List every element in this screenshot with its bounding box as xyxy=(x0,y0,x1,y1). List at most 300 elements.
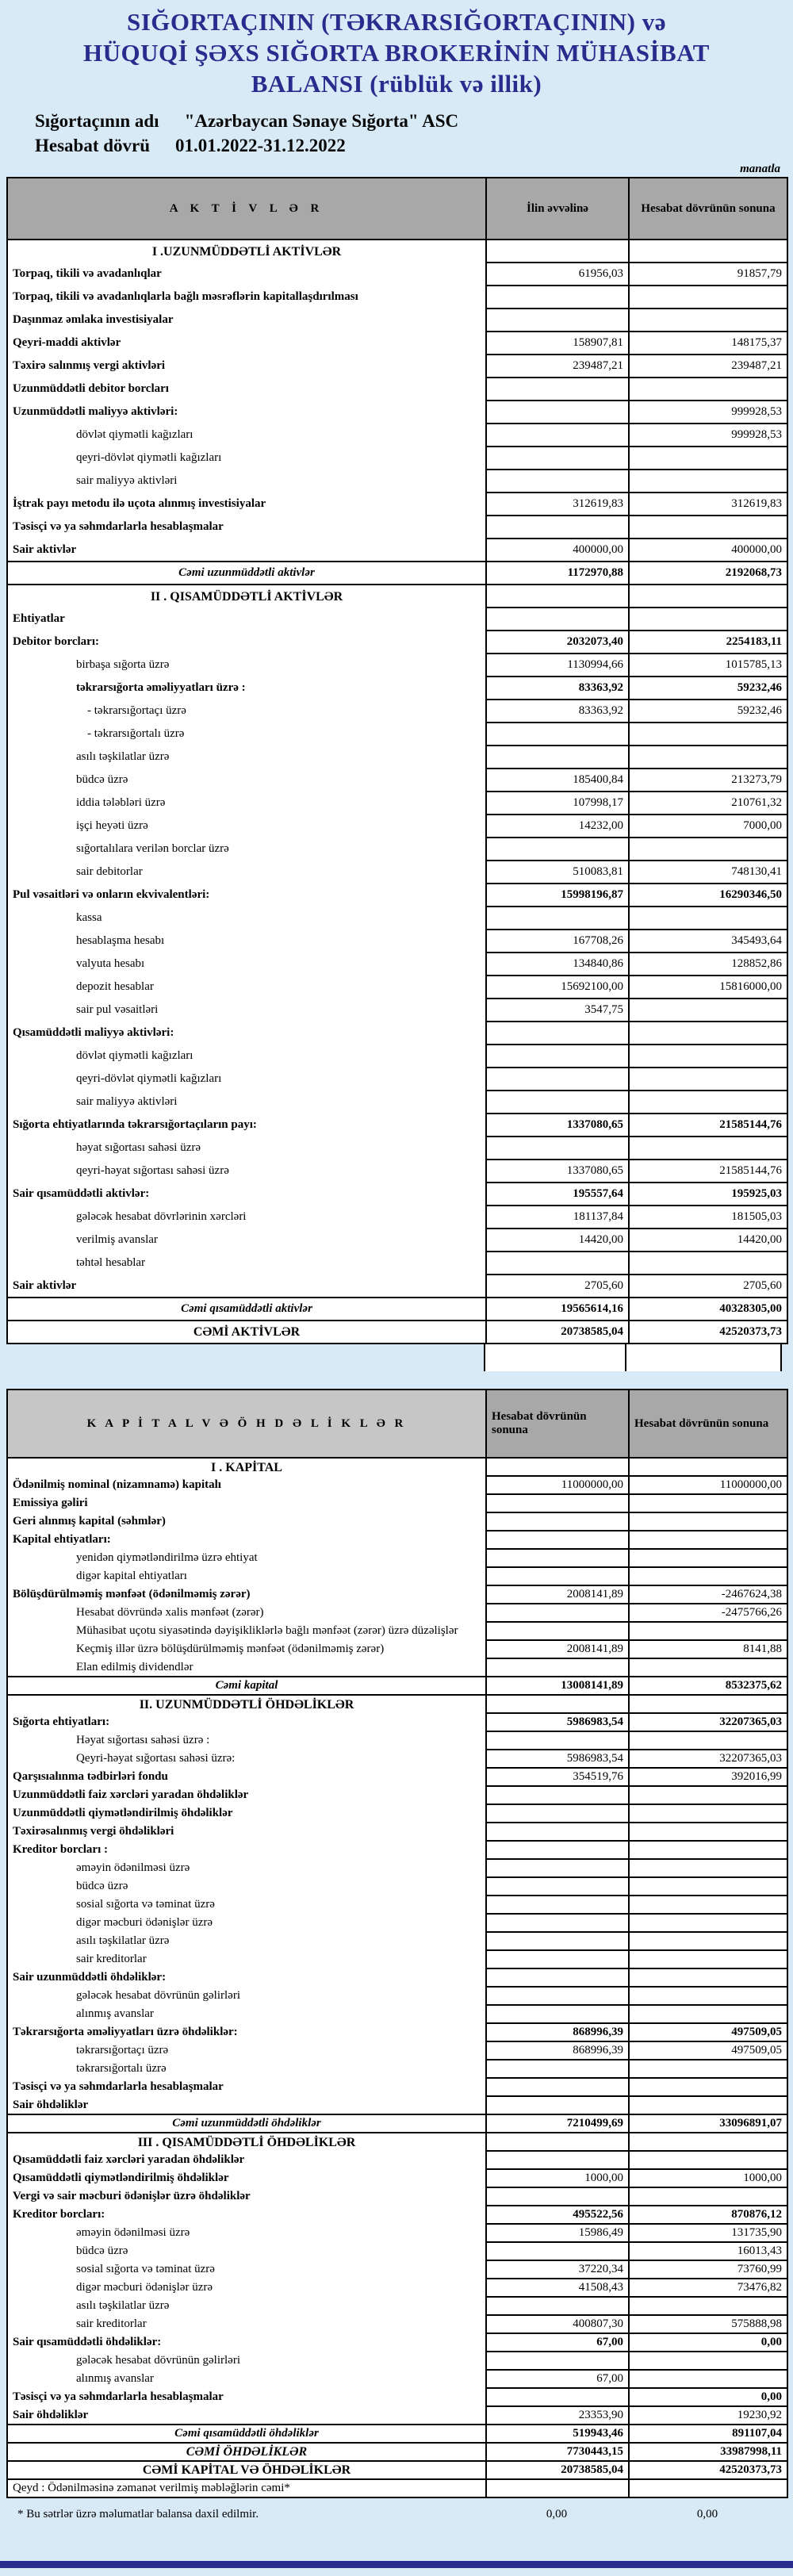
row-label: Həyat sığortası sahəsi üzrə : xyxy=(7,1731,486,1750)
spacer-box-start xyxy=(484,1344,626,1371)
value-year-start xyxy=(486,1068,629,1091)
table-row xyxy=(7,1022,787,1045)
value-year-start xyxy=(486,2060,629,2078)
table-row xyxy=(7,424,787,447)
value-period-end xyxy=(629,516,787,539)
value-year-start: 312619,83 xyxy=(486,493,629,516)
value-period-end: 0,00 xyxy=(629,2333,787,2352)
value-year-start xyxy=(486,1786,629,1804)
row-label: II. UZUNMÜDDƏTLİ ÖHDƏLİKLƏR xyxy=(7,1695,486,1713)
row-label: digər məcburi ödənişlər üzrə xyxy=(7,1914,486,1932)
value-year-start: 2705,60 xyxy=(486,1275,629,1298)
value-year-start xyxy=(486,1877,629,1896)
row-label: Keçmiş illər üzrə bölüşdürülməmiş mənfəət (ödənilməmiş zərər) xyxy=(7,1640,486,1658)
value-period-end: 131735,90 xyxy=(629,2224,787,2242)
table-row xyxy=(7,1458,787,1476)
value-period-end: 33987998,11 xyxy=(629,2443,787,2461)
value-year-start: 400000,00 xyxy=(486,539,629,562)
row-label: Sığorta ehtiyatlarında təkrarsığortaçıların payı: xyxy=(7,1114,486,1137)
table-row xyxy=(7,447,787,470)
value-period-end xyxy=(629,1859,787,1877)
value-period-end: 21585144,76 xyxy=(629,1114,787,1137)
table-row xyxy=(7,332,787,355)
row-label: kassa xyxy=(7,907,486,930)
page-title-line3: BALANSI (rüblük və illik) xyxy=(251,70,542,98)
table-row xyxy=(7,1206,787,1229)
table-row xyxy=(7,2279,787,2297)
row-label: Geri alınmış kapital (səhmlər) xyxy=(7,1512,486,1531)
row-label: Kreditor borcları: xyxy=(7,2206,486,2224)
table-row xyxy=(7,1531,787,1549)
value-year-start: 519943,46 xyxy=(486,2425,629,2443)
row-label: Hesabat dövründə xalis mənfəət (zərər) xyxy=(7,1604,486,1622)
table-row xyxy=(7,1750,787,1768)
value-period-end xyxy=(629,1804,787,1823)
insurer-name-value: "Azərbaycan Sənaye Sığorta" ASC xyxy=(184,111,459,131)
table-row xyxy=(7,1160,787,1183)
value-year-start: 83363,92 xyxy=(486,700,629,723)
row-label: Elan edilmiş dividendlər xyxy=(7,1658,486,1677)
table-row xyxy=(7,838,787,861)
row-label: həyat sığortası sahəsi üzrə xyxy=(7,1137,486,1160)
value-year-start xyxy=(486,1804,629,1823)
row-label: Qısamüddətli faiz xərcləri yaradan öhdəliklər xyxy=(7,2151,486,2169)
value-period-end: 2192068,73 xyxy=(629,562,787,585)
row-label: sair kreditorlar xyxy=(7,2315,486,2333)
row-label: Sair aktivlər xyxy=(7,1275,486,1298)
table-row xyxy=(7,884,787,907)
value-period-end: 16290346,50 xyxy=(629,884,787,907)
row-label: I .UZUNMÜDDƏTLİ AKTİVLƏR xyxy=(7,240,486,263)
value-year-start: 67,00 xyxy=(486,2333,629,2352)
value-year-start xyxy=(486,2388,629,2406)
value-period-end xyxy=(629,723,787,746)
row-label: Təxirə salınmış vergi aktivləri xyxy=(7,355,486,378)
row-label: təkrarsığortaçı üzrə xyxy=(7,2041,486,2060)
table-row xyxy=(7,2060,787,2078)
table-row xyxy=(7,2406,787,2425)
row-label: verilmiş avanslar xyxy=(7,1229,486,1252)
row-label: qeyri-həyat sığortası sahəsi üzrə xyxy=(7,1160,486,1183)
row-label: işçi heyəti üzrə xyxy=(7,815,486,838)
row-label: Daşınmaz əmlaka investisiyalar xyxy=(7,309,486,332)
row-label: Sair öhdəliklər xyxy=(7,2096,486,2114)
table-row xyxy=(7,1229,787,1252)
table-row xyxy=(7,585,787,608)
table-row xyxy=(7,286,787,309)
value-year-start xyxy=(486,1859,629,1877)
row-label: iddia tələbləri üzrə xyxy=(7,792,486,815)
table-row xyxy=(7,1567,787,1585)
row-label: əməyin ödənilməsi üzrə xyxy=(7,2224,486,2242)
table-row xyxy=(7,1585,787,1604)
value-year-start xyxy=(486,1512,629,1531)
value-period-end xyxy=(629,1950,787,1968)
value-period-end xyxy=(629,1658,787,1677)
value-year-start: 41508,43 xyxy=(486,2279,629,2297)
value-period-end xyxy=(629,2060,787,2078)
value-year-start: 868996,39 xyxy=(486,2023,629,2041)
row-label: asılı təşkilatlar üzrə xyxy=(7,746,486,769)
table-row xyxy=(7,1804,787,1823)
table-row xyxy=(7,1275,787,1298)
table-row xyxy=(7,2333,787,2352)
table-row xyxy=(7,539,787,562)
row-label: digər kapital ehtiyatları xyxy=(7,1567,486,1585)
value-period-end: 1015785,13 xyxy=(629,654,787,677)
table-row xyxy=(7,1091,787,1114)
row-label: Uzunmüddətli debitor borcları xyxy=(7,378,486,401)
value-period-end: 148175,37 xyxy=(629,332,787,355)
value-year-start xyxy=(486,2297,629,2315)
value-period-end xyxy=(629,1823,787,1841)
value-year-start: 23353,90 xyxy=(486,2406,629,2425)
row-label: Cəmi uzunmüddətli öhdəliklər xyxy=(7,2114,486,2133)
table-row xyxy=(7,1114,787,1137)
value-year-start xyxy=(486,1458,629,1476)
table-row xyxy=(7,470,787,493)
table-row xyxy=(7,1298,787,1321)
value-period-end: 497509,05 xyxy=(629,2041,787,2060)
value-year-start: 83363,92 xyxy=(486,677,629,700)
row-label: depozit hesablar xyxy=(7,976,486,999)
table-row xyxy=(7,654,787,677)
report-period-label: Hesabat dövrü xyxy=(35,136,151,155)
value-period-end xyxy=(629,1786,787,1804)
value-year-start xyxy=(486,2078,629,2096)
table-row xyxy=(7,240,787,263)
row-label: qeyri-dövlət qiymətli kağızları xyxy=(7,447,486,470)
value-period-end xyxy=(629,999,787,1022)
table-row xyxy=(7,1045,787,1068)
table-row xyxy=(7,1968,787,1987)
row-label: dövlət qiymətli kağızları xyxy=(7,424,486,447)
value-period-end: 19230,92 xyxy=(629,2406,787,2425)
table-row xyxy=(7,2114,787,2133)
row-label: Qeyri-həyat sığortası sahəsi üzrə: xyxy=(7,1750,486,1768)
table-row xyxy=(7,1932,787,1950)
table-row xyxy=(7,401,787,424)
value-year-start xyxy=(486,286,629,309)
report-meta xyxy=(35,109,793,158)
row-label: CƏMİ KAPİTAL VƏ ÖHDƏLİKLƏR xyxy=(7,2461,486,2479)
row-label: Sığorta ehtiyatları: xyxy=(7,1713,486,1731)
value-period-end: 59232,46 xyxy=(629,700,787,723)
row-label: hesablaşma hesabı xyxy=(7,930,486,953)
value-period-end: 7000,00 xyxy=(629,815,787,838)
column-header-start: İlin əvvəlinə xyxy=(486,178,629,240)
value-year-start xyxy=(486,907,629,930)
value-year-start: 3547,75 xyxy=(486,999,629,1022)
value-period-end xyxy=(629,838,787,861)
value-period-end xyxy=(629,2297,787,2315)
table-row xyxy=(7,792,787,815)
row-label: digər məcburi ödənişlər üzrə xyxy=(7,2279,486,2297)
row-label: sair kreditorlar xyxy=(7,1950,486,1968)
value-period-end: 42520373,73 xyxy=(629,1321,787,1344)
value-period-end: 213273,79 xyxy=(629,769,787,792)
value-year-start: 67,00 xyxy=(486,2370,629,2388)
value-period-end xyxy=(629,608,787,631)
table-row xyxy=(7,2370,787,2388)
row-label: Kreditor borcları : xyxy=(7,1841,486,1859)
table-row xyxy=(7,2315,787,2333)
value-period-end xyxy=(629,1896,787,1914)
value-year-start xyxy=(486,2479,629,2497)
table-row xyxy=(7,723,787,746)
table-row xyxy=(7,1877,787,1896)
value-period-end xyxy=(629,1458,787,1476)
row-label: alınmış avanslar xyxy=(7,2370,486,2388)
value-year-start xyxy=(486,1695,629,1713)
value-period-end xyxy=(629,240,787,263)
value-year-start xyxy=(486,1658,629,1677)
value-year-start xyxy=(486,424,629,447)
value-period-end: 91857,79 xyxy=(629,263,787,286)
value-year-start xyxy=(486,2242,629,2260)
row-label: Kapital ehtiyatları: xyxy=(7,1531,486,1549)
column-header-start: Hesabat dövrünün sonuna xyxy=(486,1390,629,1458)
table-row xyxy=(7,2005,787,2023)
table-row xyxy=(7,2206,787,2224)
value-period-end xyxy=(629,1987,787,2005)
row-label: Təkrarsığorta əməliyyatları üzrə öhdəliklər: xyxy=(7,2023,486,2041)
value-year-start: 1172970,88 xyxy=(486,562,629,585)
table-row xyxy=(7,2260,787,2279)
table-row xyxy=(7,1713,787,1731)
value-period-end xyxy=(629,2096,787,2114)
value-year-start xyxy=(486,1968,629,1987)
table-row xyxy=(7,378,787,401)
table-row xyxy=(7,1640,787,1658)
table-row xyxy=(7,2023,787,2041)
table-row xyxy=(7,2443,787,2461)
value-period-end xyxy=(629,1914,787,1932)
table-row xyxy=(7,2041,787,2060)
value-year-start: 2008141,89 xyxy=(486,1640,629,1658)
value-period-end xyxy=(629,1567,787,1585)
value-period-end xyxy=(629,746,787,769)
value-year-start xyxy=(486,1091,629,1114)
row-label: Torpaq, tikili və avadanlıqlarla bağlı məsrəflərin kapitallaşdırılması xyxy=(7,286,486,309)
table-row xyxy=(7,1823,787,1841)
table-row xyxy=(7,1859,787,1877)
table-row xyxy=(7,2078,787,2096)
value-period-end xyxy=(629,2133,787,2151)
table-row xyxy=(7,1476,787,1494)
row-label: büdcə üzrə xyxy=(7,2242,486,2260)
value-period-end xyxy=(629,1695,787,1713)
value-period-end xyxy=(629,2078,787,2096)
table-row xyxy=(7,1183,787,1206)
value-year-start: 37220,34 xyxy=(486,2260,629,2279)
table-row xyxy=(7,309,787,332)
value-period-end: 575888,98 xyxy=(629,2315,787,2333)
row-label: sair maliyyə aktivləri xyxy=(7,470,486,493)
value-year-start: 20738585,04 xyxy=(486,2461,629,2479)
row-label: Qısamüddətli maliyyə aktivləri: xyxy=(7,1022,486,1045)
row-label: təkrarsığorta əməliyyatları üzrə : xyxy=(7,677,486,700)
table-row xyxy=(7,2224,787,2242)
value-period-end xyxy=(629,1549,787,1567)
value-period-end xyxy=(629,1512,787,1531)
value-period-end xyxy=(629,1045,787,1068)
row-label: alınmış avanslar xyxy=(7,2005,486,2023)
value-year-start: 61956,03 xyxy=(486,263,629,286)
row-label: sosial sığorta və təminat üzrə xyxy=(7,1896,486,1914)
value-year-start xyxy=(486,401,629,424)
value-period-end: 870876,12 xyxy=(629,2206,787,2224)
value-year-start xyxy=(486,1823,629,1841)
value-year-start: 7730443,15 xyxy=(486,2443,629,2461)
table-row xyxy=(7,769,787,792)
table-row xyxy=(7,861,787,884)
table-row xyxy=(7,746,787,769)
value-period-end: 73476,82 xyxy=(629,2279,787,2297)
table-row xyxy=(7,700,787,723)
value-year-start xyxy=(486,1987,629,2005)
table-row xyxy=(7,2169,787,2187)
row-label: birbaşa sığorta üzrə xyxy=(7,654,486,677)
value-year-start xyxy=(486,1932,629,1950)
value-period-end: 497509,05 xyxy=(629,2023,787,2041)
table-row xyxy=(7,562,787,585)
table-row xyxy=(7,355,787,378)
row-label: asılı təşkilatlar üzrə xyxy=(7,1932,486,1950)
row-label: Sair aktivlər xyxy=(7,539,486,562)
value-period-end xyxy=(629,1531,787,1549)
footnote-row xyxy=(6,2508,793,2521)
value-period-end: 16013,43 xyxy=(629,2242,787,2260)
value-year-start xyxy=(486,2187,629,2206)
value-period-end: 392016,99 xyxy=(629,1768,787,1786)
column-header-label: A K T İ V L Ə R xyxy=(7,178,486,240)
row-label: Cəmi uzunmüddətli aktivlər xyxy=(7,562,486,585)
value-period-end: 8532375,62 xyxy=(629,1677,787,1695)
table-row xyxy=(7,2187,787,2206)
page-title xyxy=(0,0,793,99)
value-period-end xyxy=(629,378,787,401)
value-period-end: -2475766,26 xyxy=(629,1604,787,1622)
table-row xyxy=(7,1677,787,1695)
table-row xyxy=(7,1914,787,1932)
value-period-end xyxy=(629,2479,787,2497)
table-row xyxy=(7,677,787,700)
header-row xyxy=(7,178,787,240)
row-label: Bölüşdürülməmiş mənfəət (ödənilməmiş zərər) xyxy=(7,1585,486,1604)
value-period-end xyxy=(629,2151,787,2169)
value-year-start: 868996,39 xyxy=(486,2041,629,2060)
value-period-end xyxy=(629,907,787,930)
value-period-end: 73760,99 xyxy=(629,2260,787,2279)
value-year-start xyxy=(486,1914,629,1932)
header-row xyxy=(7,1390,787,1458)
value-period-end: 59232,46 xyxy=(629,677,787,700)
row-label: Qeyd : Ödənilməsinə zəmanət verilmiş məbləğlərin cəmi* xyxy=(7,2479,486,2497)
value-year-start xyxy=(486,1252,629,1275)
value-year-start xyxy=(486,1022,629,1045)
table-row xyxy=(7,2352,787,2370)
value-period-end xyxy=(629,1091,787,1114)
value-period-end xyxy=(629,1068,787,1091)
value-year-start: 400807,30 xyxy=(486,2315,629,2333)
report-period-line xyxy=(35,133,793,158)
value-period-end xyxy=(629,1731,787,1750)
value-period-end: 999928,53 xyxy=(629,424,787,447)
table-row xyxy=(7,930,787,953)
value-period-end: 1000,00 xyxy=(629,2169,787,2187)
row-label: - təkrarsığortalı üzrə xyxy=(7,723,486,746)
value-year-start: 1337080,65 xyxy=(486,1114,629,1137)
row-label: gələcək hesabat dövrünün gəlirləri xyxy=(7,1987,486,2005)
value-period-end: 999928,53 xyxy=(629,401,787,424)
row-label: Ödənilmiş nominal (nizamnamə) kapitalı xyxy=(7,1476,486,1494)
value-period-end: 239487,21 xyxy=(629,355,787,378)
table-row xyxy=(7,1768,787,1786)
row-label: Qısamüddətli qiymətləndirilmiş öhdəliklər xyxy=(7,2169,486,2187)
value-period-end xyxy=(629,1841,787,1859)
row-label: yenidən qiymətləndirilmə üzrə ehtiyat xyxy=(7,1549,486,1567)
table-row xyxy=(7,1252,787,1275)
value-year-start xyxy=(486,2005,629,2023)
value-year-start: 495522,56 xyxy=(486,2206,629,2224)
table-row xyxy=(7,1695,787,1713)
value-period-end xyxy=(629,447,787,470)
value-period-end xyxy=(629,1494,787,1512)
table-row xyxy=(7,1987,787,2005)
page-title-line2: HÜQUQİ ŞƏXS SIĞORTA BROKERİNİN MÜHASİBAT xyxy=(83,39,710,67)
table-row xyxy=(7,608,787,631)
value-year-start xyxy=(486,838,629,861)
row-label: gələcək hesabat dövrünün gəlirləri xyxy=(7,2352,486,2370)
row-label: Cəmi qısamüddətli öhdəliklər xyxy=(7,2425,486,2443)
value-year-start xyxy=(486,723,629,746)
row-label: büdcə üzrə xyxy=(7,769,486,792)
row-label: Təsisçi və ya səhmdarlarla hesablaşmalar xyxy=(7,516,486,539)
value-year-start: 13008141,89 xyxy=(486,1677,629,1695)
table-row xyxy=(7,907,787,930)
row-label: gələcək hesabat dövrlərinin xərcləri xyxy=(7,1206,486,1229)
value-period-end xyxy=(629,1932,787,1950)
row-label: Sair öhdəliklər xyxy=(7,2406,486,2425)
row-label: Vergi və sair məcburi ödənişlər üzrə öhdəliklər xyxy=(7,2187,486,2206)
row-label: Təsisçi və ya səhmdarlarla hesablaşmalar xyxy=(7,2078,486,2096)
value-period-end: 181505,03 xyxy=(629,1206,787,1229)
bottom-divider-bar xyxy=(0,2561,793,2568)
value-period-end xyxy=(629,2352,787,2370)
row-label: Təxirəsalınmış vergi öhdəlikləri xyxy=(7,1823,486,1841)
value-year-start: 107998,17 xyxy=(486,792,629,815)
row-label: II . QISAMÜDDƏTLİ AKTİVLƏR xyxy=(7,585,486,608)
value-period-end xyxy=(629,1968,787,1987)
value-year-start xyxy=(486,447,629,470)
column-lines-spacer xyxy=(484,1344,793,1371)
table-row xyxy=(7,815,787,838)
value-year-start: 15986,49 xyxy=(486,2224,629,2242)
row-label: İştrak payı metodu ilə uçota alınmış investisiyalar xyxy=(7,493,486,516)
table-row xyxy=(7,1604,787,1622)
value-year-start xyxy=(486,746,629,769)
value-period-end xyxy=(629,2005,787,2023)
value-period-end xyxy=(629,2370,787,2388)
row-label: Ehtiyatlar xyxy=(7,608,486,631)
table-row xyxy=(7,1896,787,1914)
value-period-end: 891107,04 xyxy=(629,2425,787,2443)
value-year-start: 354519,76 xyxy=(486,1768,629,1786)
row-label: qeyri-dövlət qiymətli kağızları xyxy=(7,1068,486,1091)
value-year-start: 1130994,66 xyxy=(486,654,629,677)
value-year-start: 2032073,40 xyxy=(486,631,629,654)
